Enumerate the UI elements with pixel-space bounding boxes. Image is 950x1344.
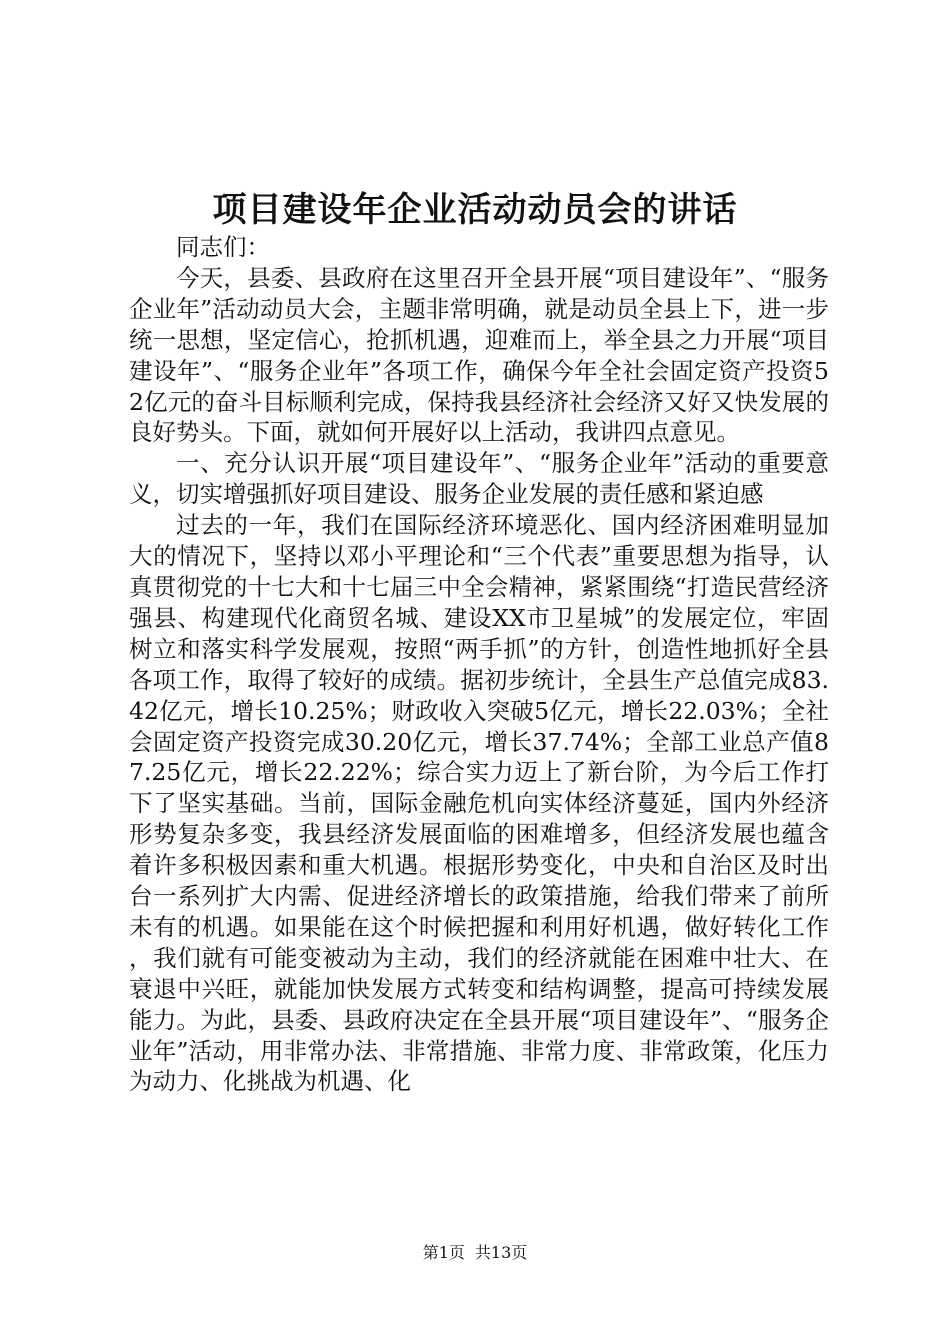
document-title: 项目建设年企业活动动员会的讲话: [212, 190, 738, 230]
document-body: [129, 232, 829, 1097]
salutation: 同志们：: [176, 233, 270, 261]
section-heading-1: 一、充分认识开展“项目建设年”、“服务企业年”活动的重要意义，切实增强抓好项目建设、服务企业发展的责任感和紧迫感: [129, 449, 829, 509]
page-footer: [0, 1241, 950, 1265]
paragraph-intro: 今天，县委、县政府在这里召开全县开展“项目建设年”、“服务企业年”活动动员大会，主题非常明确，就是动员全县上下，进一步统一思想，坚定信心，抢抓机遇，迎难而上，举全县之力开展“项目建设年”、“服务企业年”各项工作，确保今年全社会固定资产投资52亿元的奋斗目标顺利完成，保持我县经济社会经济又好又快发展的良好势头。下面，就如何开展好以上活动，我讲四点意见。: [129, 263, 829, 447]
page-number: 第1页: [422, 1243, 465, 1262]
page-total: 共13页: [474, 1243, 528, 1262]
paragraph-review: 过去的一年，我们在国际经济环境恶化、国内经济困难明显加大的情况下，坚持以邓小平理论和“三个代表”重要思想为指导，认真贯彻党的十七大和十七届三中全会精神，紧紧围绕“打造民营经济强县、构建现代化商贸名城、建设XX市卫星城”的发展定位，牢固树立和落实科学发展观，按照“两手抓”的方针，创造性地抓好全县各项工作，取得了较好的成绩。据初步统计，全县生产总值完成83.42亿元，增长10.25%；财政收入突破5亿元，增长22.03%；全社会固定资产投资完成30.20亿元，增长37.74%；全部工业总产值87.25亿元，增长22.22%；综合实力迈上了新台阶，为今后工作打下了坚实基础。当前，国际金融危机向实体经济蔓延，国内外经济形势复杂多变，我县经济发展面临的困难增多，但经济发展也蕴含着许多积极因素和重大机遇。根据形势变化，中央和自治区及时出台一系列扩大内需、促进经济增长的政策措施，给我们带来了前所未有的机遇。如果能在这个时候把握和利用好机遇，做好转化工作，我们就有可能变被动为主动，我们的经济就能在困难中壮大、在衰退中兴旺，就能加快发展方式转变和结构调整，提高可持续发展能力。为此，县委、县政府决定在全县开展“项目建设年”、“服务企业年”活动，用非常办法、非常措施、非常力度、非常政策，化压力为动力、化挑战为机遇、化: [129, 511, 829, 1096]
